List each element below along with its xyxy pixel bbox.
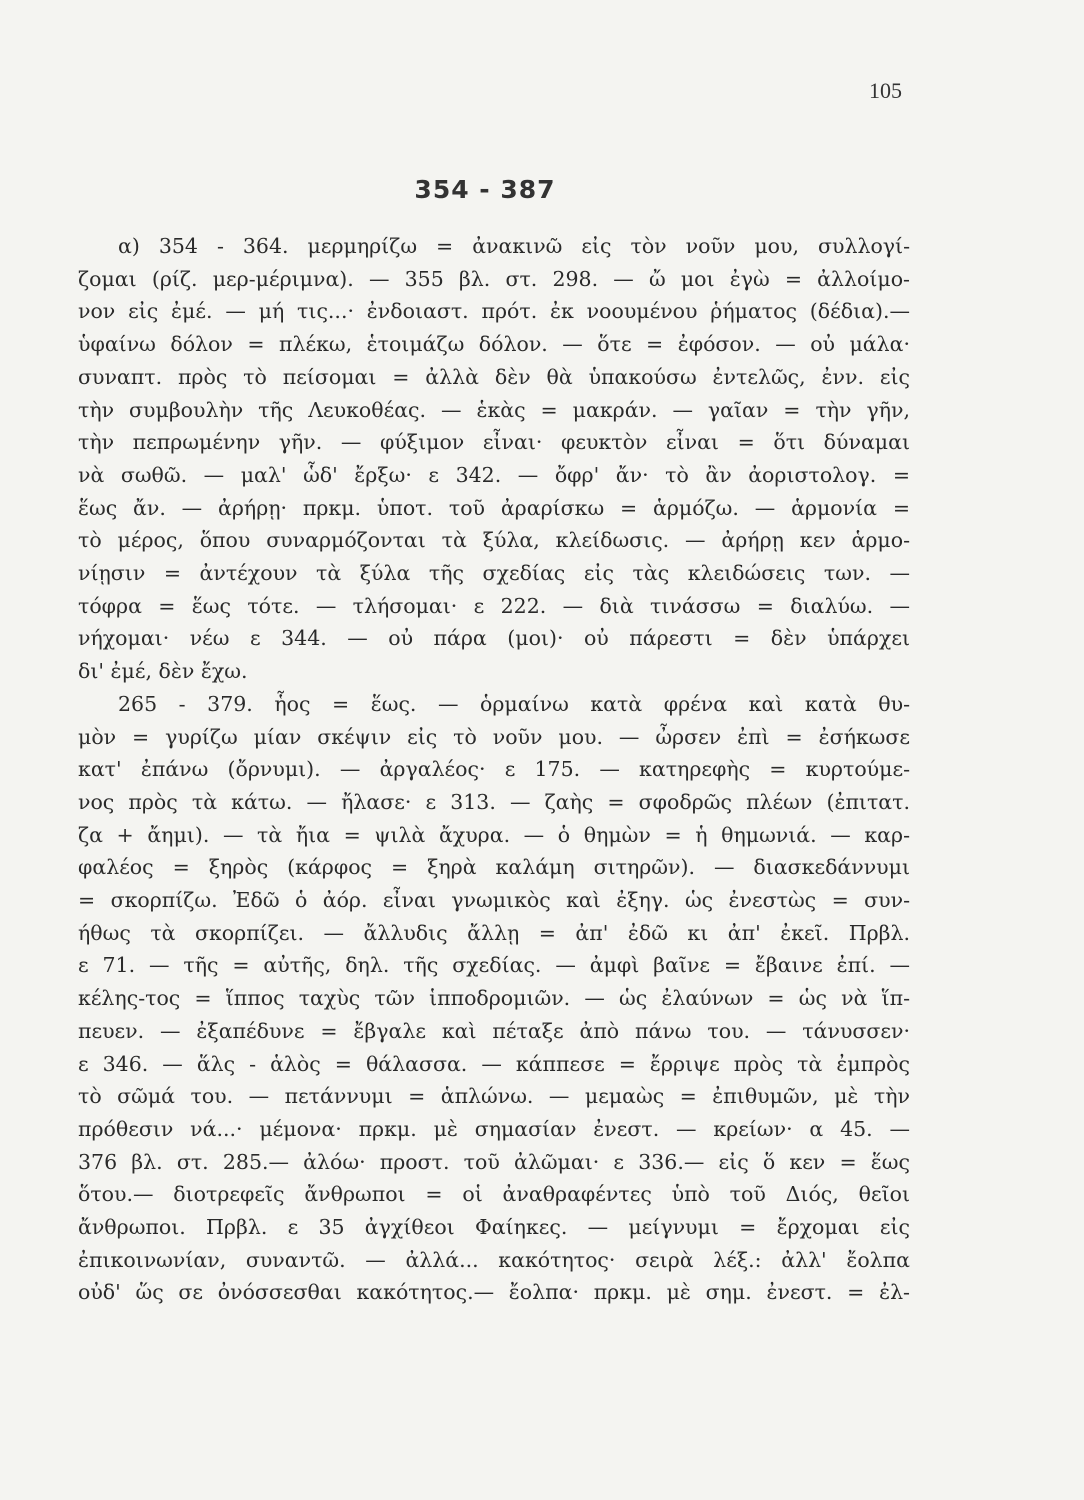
text-line: δι' ἐμέ, δὲν ἔχω. <box>78 659 248 683</box>
text-line: πευεν. — ἐξαπέδυνε = ἔβγαλε καὶ πέταξε ἀπὸ πάνω του. — τάνυσσεν· <box>78 1019 910 1043</box>
text-line: νὰ σωθῶ. — μαλ' ὧδ' ἔρξω· ε 342. — ὄφρ' ἄν· τὸ ἂν ἀοριστολογ. = <box>78 463 910 487</box>
text-line: 376 βλ. στ. 285.— ἀλόω· προστ. τοῦ ἀλῶμαι· ε 336.— εἰς ὅ κεν = ἕως <box>78 1150 910 1174</box>
text-line: μὸν = γυρίζω μίαν σκέψιν εἰς τὸ νοῦν μου. — ὦρσεν ἐπὶ = ἐσήκωσε <box>78 725 910 749</box>
text-line: φαλέος = ξηρὸς (κάρφος = ξηρὰ καλάμη σιτηρῶν). — διασκεδάννυμι <box>78 855 910 879</box>
text-line: νήχομαι· νέω ε 344. — οὐ πάρα (μοι)· οὐ πάρεστι = δὲν ὑπάρχει <box>78 626 910 650</box>
text-line: ἄνθρωποι. Πρβλ. ε 35 ἀγχίθεοι Φαίηκες. — μείγνυμι = ἔρχομαι εἰς <box>78 1215 910 1239</box>
text-line: πρόθεσιν νά...· μέμονα· πρκμ. μὲ σημασίαν ἐνεστ. — κρείων· α 45. — <box>78 1117 910 1141</box>
text-line: κέλης-τος = ἵππος ταχὺς τῶν ἱπποδρομιῶν. — ὡς ἐλαύνων = ὡς νὰ ἵπ- <box>78 986 910 1010</box>
text-line: τὸ σῶμά του. — πετάννυμι = ἁπλώνω. — μεμαὼς = ἐπιθυμῶν, μὲ τὴν <box>78 1084 910 1108</box>
text-line: ζα + ἄημι). — τὰ ἤια = ψιλὰ ἄχυρα. — ὁ θημὼν = ἡ θημωνιά. — καρ- <box>78 823 910 847</box>
text-line: συναπτ. πρὸς τὸ πείσομαι = ἀλλὰ δὲν θὰ ὑπακούσω ἐντελῶς, ἐνν. εἰς <box>78 365 910 389</box>
text-line: νίῃσιν = ἀντέχουν τὰ ξύλα τῆς σχεδίας εἰς τὰς κλειδώσεις των. — <box>78 561 910 585</box>
section-heading: 354 - 387 <box>414 175 556 204</box>
text-line: α) 354 - 364. μερμηρίζω = ἀνακινῶ εἰς τὸν νοῦν μου, συλλογί- <box>118 234 910 258</box>
text-line: οὐδ' ὥς σε ὀνόσσεσθαι κακότητος.— ἔολπα· πρκμ. μὲ σημ. ἐνεστ. = ἐλ- <box>78 1280 910 1304</box>
text-line: τὴν πεπρωμένην γῆν. — φύξιμον εἶναι· φευκτὸν εἶναι = ὅτι δύναμαι <box>78 430 910 454</box>
text-line: ε 71. — τῆς = αὐτῆς, δηλ. τῆς σχεδίας. — ἀμφὶ βαῖνε = ἔβαινε ἐπί. — <box>78 953 910 977</box>
text-line: ήθως τὰ σκορπίζει. — ἄλλυδις ἄλλῃ = ἀπ' ἐδῶ κι ἀπ' ἐκεῖ. Πρβλ. <box>78 921 910 945</box>
text-line: νος πρὸς τὰ κάτω. — ἤλασε· ε 313. — ζαὴς = σφοδρῶς πλέων (ἐπιτατ. <box>78 790 910 814</box>
text-line: ε 346. — ἅλς - ἁλὸς = θάλασσα. — κάππεσε = ἔρριψε πρὸς τὰ ἐμπρὸς <box>78 1052 910 1076</box>
text-line: κατ' ἐπάνω (ὄρνυμι). — ἀργαλέος· ε 175. — κατηρεφὴς = κυρτούμε- <box>78 757 910 781</box>
text-line: ὑφαίνω δόλον = πλέκω, ἑτοιμάζω δόλον. — ὅτε = ἐφόσον. — οὐ μάλα· <box>78 332 910 356</box>
text-line: = σκορπίζω. Ἐδῶ ὁ ἀόρ. εἶναι γνωμικὸς καὶ ἐξηγ. ὡς ἐνεστὼς = συν- <box>78 888 910 912</box>
text-line: τὴν συμβουλὴν τῆς Λευκοθέας. — ἑκὰς = μακράν. — γαῖαν = τὴν γῆν, <box>78 398 910 422</box>
text-line: τόφρα = ἕως τότε. — τλήσομαι· ε 222. — διὰ τινάσσω = διαλύω. — <box>78 594 910 618</box>
page-number: 105 <box>869 78 902 103</box>
text-line: ἕως ἄν. — ἀρήρῃ· πρκμ. ὑποτ. τοῦ ἀραρίσκω = ἁρμόζω. — ἁρμονία = <box>78 496 910 520</box>
text-line: ἐπικοινωνίαν, συναντῶ. — ἀλλά... κακότητος· σειρὰ λέξ.: ἀλλ' ἔολπα <box>78 1248 910 1272</box>
text-line: ὅτου.— διοτρεφεῖς ἄνθρωποι = οἱ ἀναθραφέντες ὑπὸ τοῦ Διός, θεῖοι <box>78 1182 910 1206</box>
text-line: τὸ μέρος, ὅπου συναρμόζονται τὰ ξύλα, κλείδωσις. — ἀρήρῃ κεν ἁρμο- <box>78 528 910 552</box>
text-line: 265 - 379. ἧος = ἕως. — ὁρμαίνω κατὰ φρένα καὶ κατὰ θυ- <box>118 692 910 716</box>
text-line: νον εἰς ἐμέ. — μή τις...· ἐνδοιαστ. πρότ. ἐκ νοουμένου ῥήματος (δέδια).— <box>78 299 910 323</box>
text-line: ζομαι (ρίζ. μερ-μέριμνα). — 355 βλ. στ. 298. — ὤ μοι ἐγὼ = ἀλλοίμο- <box>78 267 910 291</box>
